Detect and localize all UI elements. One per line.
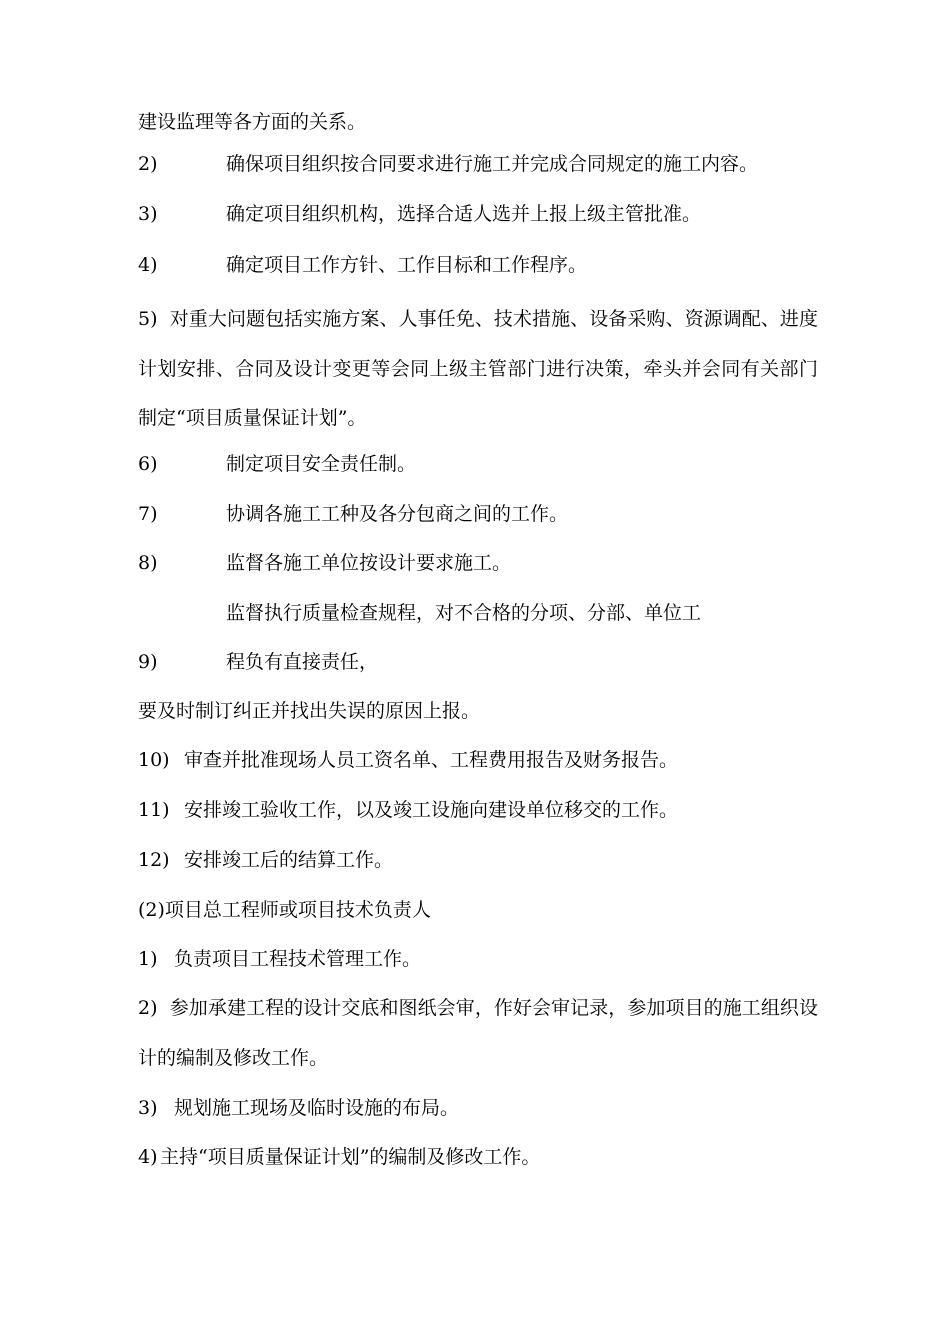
item-number: 9)	[138, 651, 158, 673]
item-number: 12)	[138, 849, 170, 871]
paragraph-line	[138, 107, 828, 137]
item-number: 4)	[138, 254, 158, 276]
item-number: 8)	[138, 552, 158, 574]
item-number: 4)	[138, 1146, 158, 1168]
item-text: 协调各施工工种及各分包商之间的工作。	[226, 503, 569, 525]
paragraph-line	[138, 598, 828, 628]
item-number: 6)	[138, 453, 158, 475]
list-item	[138, 1093, 828, 1123]
item-text: 对重大问题包括实施方案、人事任免、技术措施、设备采购、资源调配、进度计划安排、合同及设计变更等会同上级主管部门进行决策，牵头并会同有关部门制定“项目质量保证计划”。	[138, 308, 818, 429]
item-text: 监督执行质量检查规程，对不合格的分项、分部、单位工	[226, 602, 702, 624]
list-item	[138, 845, 828, 875]
list-item	[138, 1142, 828, 1172]
item-text: 安排竣工验收工作，以及竣工设施向建设单位移交的工作。	[184, 799, 679, 821]
item-number: 1)	[138, 948, 158, 970]
list-item	[138, 199, 828, 229]
item-number: 10)	[138, 749, 170, 771]
list-item	[138, 499, 828, 529]
paragraph-text: 建设监理等各方面的关系。	[138, 111, 367, 133]
list-item	[138, 984, 818, 1083]
list-item	[138, 795, 828, 825]
item-number: 3)	[138, 203, 158, 225]
list-item	[138, 647, 828, 677]
item-text: 确保项目组织按合同要求进行施工并完成合同规定的施工内容。	[226, 153, 759, 175]
item-number: 2)	[138, 997, 158, 1019]
list-item	[138, 250, 828, 280]
item-text: 主持“项目质量保证计划”的编制及修改工作。	[160, 1146, 541, 1168]
paragraph-text: 要及时制订纠正并找出失误的原因上报。	[138, 700, 481, 722]
list-item	[138, 745, 828, 775]
item-text: 确定项目组织机构，选择合适人选并上报上级主管批准。	[226, 203, 702, 225]
item-text: 程负有直接责任，	[226, 651, 379, 673]
item-number: 5)	[138, 308, 158, 330]
item-text: 规划施工现场及临时设施的布局。	[174, 1097, 460, 1119]
list-item	[138, 449, 828, 479]
item-text: 审查并批准现场人员工资名单、工程费用报告及财务报告。	[184, 749, 679, 771]
item-text: 确定项目工作方针、工作目标和工作程序。	[226, 254, 588, 276]
item-number: 2)	[138, 153, 158, 175]
item-text: 参加承建工程的设计交底和图纸会审，作好会审记录，参加项目的施工组织设计的编制及修改工作。	[138, 997, 818, 1069]
item-text: 制定项目安全责任制。	[226, 453, 417, 475]
list-item	[138, 295, 818, 444]
section-heading	[138, 895, 828, 925]
item-text: 安排竣工后的结算工作。	[184, 849, 394, 871]
item-number: 7)	[138, 503, 158, 525]
item-text: 负责项目工程技术管理工作。	[174, 948, 422, 970]
list-item	[138, 944, 828, 974]
list-item	[138, 149, 828, 179]
item-number: 3)	[138, 1097, 158, 1119]
item-number: 11)	[138, 799, 170, 821]
list-item	[138, 548, 828, 578]
item-text: 监督各施工单位按设计要求施工。	[226, 552, 512, 574]
section-heading-text: (2)项目总工程师或项目技术负责人	[138, 899, 431, 921]
paragraph-line	[138, 696, 828, 726]
